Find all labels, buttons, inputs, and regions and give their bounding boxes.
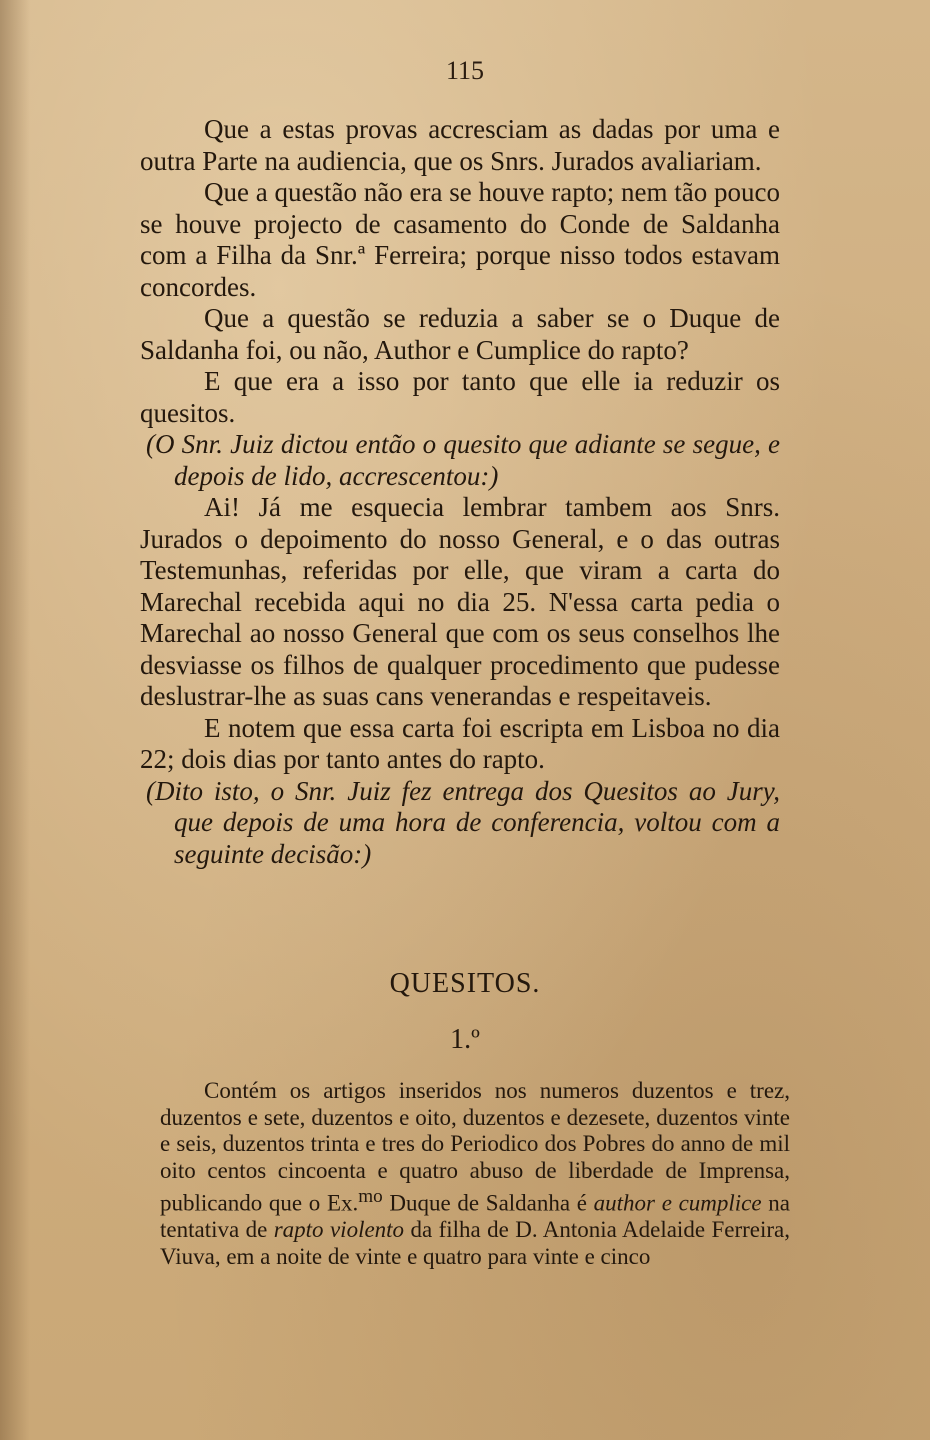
section-subheading: 1.º xyxy=(450,1024,480,1055)
judge-note: (O Snr. Juiz dictou então o quesito que adiante se segue, e depois de lido, accrescentou:) xyxy=(146,429,780,491)
page-edge-shadow xyxy=(0,0,30,1440)
quesito-text-1: Contém os artigos inseridos nos numeros duzentos e trez, duzentos e sete, duzentos e oito, duzentos e dezesete, duzentos vinte e seis, duzentos trinta e tres do Periodico dos Pobres do anno de mil oito centos cincoenta e quatro abuso de liberdade de Imprensa, publicando que o Ex. xyxy=(160,1078,790,1216)
quesito-text-3: na tentativa de xyxy=(160,1190,790,1243)
quesito-paragraph xyxy=(160,1078,790,1270)
quesito-italic-2: rapto violento xyxy=(273,1217,405,1243)
paragraph: E notem que essa carta foi escripta em Lisboa no dia 22; dois dias por tanto antes do rapto. xyxy=(140,712,780,774)
section-heading: QUESITOS. xyxy=(389,968,541,999)
quesito-superscript: mo xyxy=(358,1186,383,1207)
quesito-text xyxy=(160,1078,790,1270)
paragraph: Que a estas provas accresciam as dadas por uma e outra Parte na audiencia, que os Snrs. Jurados avaliariam. xyxy=(140,114,780,176)
main-text xyxy=(140,114,780,870)
page-number: 115 xyxy=(445,56,485,85)
paragraph: E que era a isso por tanto que elle ia reduzir os quesitos. xyxy=(140,366,780,428)
quesito-italic-1: author e cumplice xyxy=(593,1190,762,1216)
paragraph: Que a questão não era se houve rapto; nem tão pouco se houve projecto de casamento do Conde de Saldanha com a Filha da Snr.ª Ferreira; porque nisso todos estavam concordes. xyxy=(140,177,780,302)
judge-note: (Dito isto, o Snr. Juiz fez entrega dos Quesitos ao Jury, que depois de uma hora de conferencia, voltou com a seguinte decisão:) xyxy=(146,775,780,869)
paragraph: Ai! Já me esquecia lembrar tambem aos Snrs. Jurados o depoimento do nosso General, e o das outras Testemunhas, referidas por elle, que viram a carta do Marechal recebida aqui no dia 25. N'essa carta pedia o Marechal ao nosso General que com os seus conselhos lhe desviasse os filhos de qualquer procedimento que pudesse deslustrar-lhe as suas cans venerandas e respeitaveis. xyxy=(140,492,780,711)
quesito-text-2: Duque de Saldanha é xyxy=(382,1190,594,1216)
quesito-text-4: da filha de D. Antonia Adelaide Ferreira, Viuva, em a noite de vinte e quatro para vinte e cinco xyxy=(160,1217,790,1269)
paragraph: Que a questão se reduzia a saber se o Duque de Saldanha foi, ou não, Author e Cumplice do rapto? xyxy=(140,303,780,365)
